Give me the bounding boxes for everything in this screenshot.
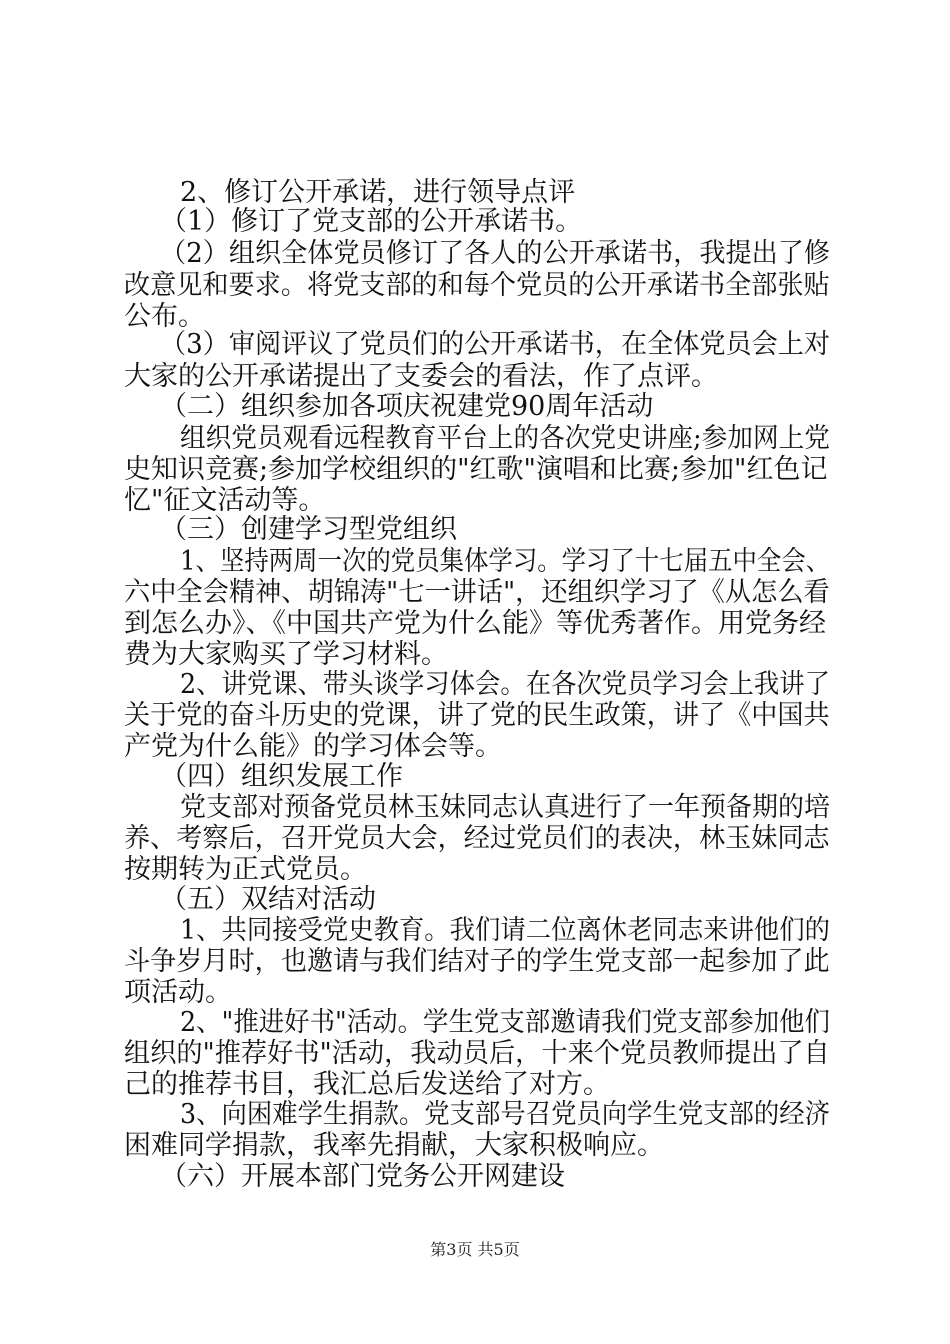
text-line: 2、修订公开承诺，进行领导点评 <box>180 177 576 208</box>
text-line: （2）组织全体党员修订了各人的公开承诺书，我提出了修 <box>160 238 831 269</box>
text-line: 产党为什么能》的学习体会等。 <box>124 731 502 762</box>
text-line: 3、向困难学生捐款。党支部号召党员向学生党支部的经济 <box>180 1099 830 1130</box>
text-line: 关于党的奋斗历史的党课，讲了党的民生政策，讲了《中国共 <box>124 700 830 731</box>
section-heading: （五）双结对活动 <box>160 884 376 915</box>
text-line: 己的推荐书目，我汇总后发送给了对方。 <box>124 1069 610 1100</box>
text-line: 困难同学捐款，我率先捐献，大家积极响应。 <box>124 1130 664 1161</box>
text-line: 2、讲党课、带头谈学习体会。在各次党员学习会上我讲了 <box>180 669 830 700</box>
section-heading: （二）组织参加各项庆祝建党90周年活动 <box>160 391 654 422</box>
text-line: 按期转为正式党员。 <box>124 854 367 885</box>
section-heading: （四）组织发展工作 <box>160 761 403 792</box>
text-line: （3）审阅评议了党员们的公开承诺书，在全体党员会上对 <box>160 329 831 360</box>
page-number-footer: 第3页 共5页 <box>430 1240 520 1259</box>
text-line: 到怎么办》、《中国共产党为什么能》等优秀著作。用党务经 <box>124 608 826 639</box>
section-heading: （三）创建学习型党组织 <box>160 514 457 545</box>
text-line: 忆"征文活动等。 <box>124 485 326 516</box>
text-line: 党支部对预备党员林玉妹同志认真进行了一年预备期的培 <box>180 792 831 823</box>
text-line: 1、坚持两周一次的党员集体学习。学习了十七届五中全会、 <box>180 546 831 577</box>
text-line: 六中全会精神、胡锦涛"七一讲话"，还组织学习了《从怎么看 <box>124 577 830 608</box>
text-line: 2、"推进好书"活动。学生党支部邀请我们党支部参加他们 <box>180 1007 830 1038</box>
text-line: 大家的公开承诺提出了支委会的看法，作了点评。 <box>124 361 718 392</box>
text-line: 项活动。 <box>124 977 232 1008</box>
text-line: 史知识竞赛;参加学校组织的"红歌"演唱和比赛;参加"红色记 <box>124 454 828 485</box>
text-line: 改意见和要求。将党支部的和每个党员的公开承诺书全部张贴 <box>124 270 830 301</box>
text-line: 斗争岁月时，也邀请与我们结对子的学生党支部一起参加了此 <box>124 946 830 977</box>
text-line: 养、考察后，召开党员大会，经过党员们的表决，林玉妹同志 <box>124 823 830 854</box>
text-line: 1、共同接受党史教育。我们请二位离休老同志来讲他们的 <box>180 915 830 946</box>
text-line: 组织党员观看远程教育平台上的各次党史讲座;参加网上党 <box>180 423 830 454</box>
text-line: 公布。 <box>124 301 205 332</box>
text-line: 组织的"推荐好书"活动，我动员后，十来个党员教师提出了自 <box>124 1038 830 1069</box>
section-heading: （六）开展本部门党务公开网建设 <box>160 1161 565 1192</box>
text-line: （1）修订了党支部的公开承诺书。 <box>160 206 583 237</box>
text-line: 费为大家购买了学习材料。 <box>124 639 448 670</box>
